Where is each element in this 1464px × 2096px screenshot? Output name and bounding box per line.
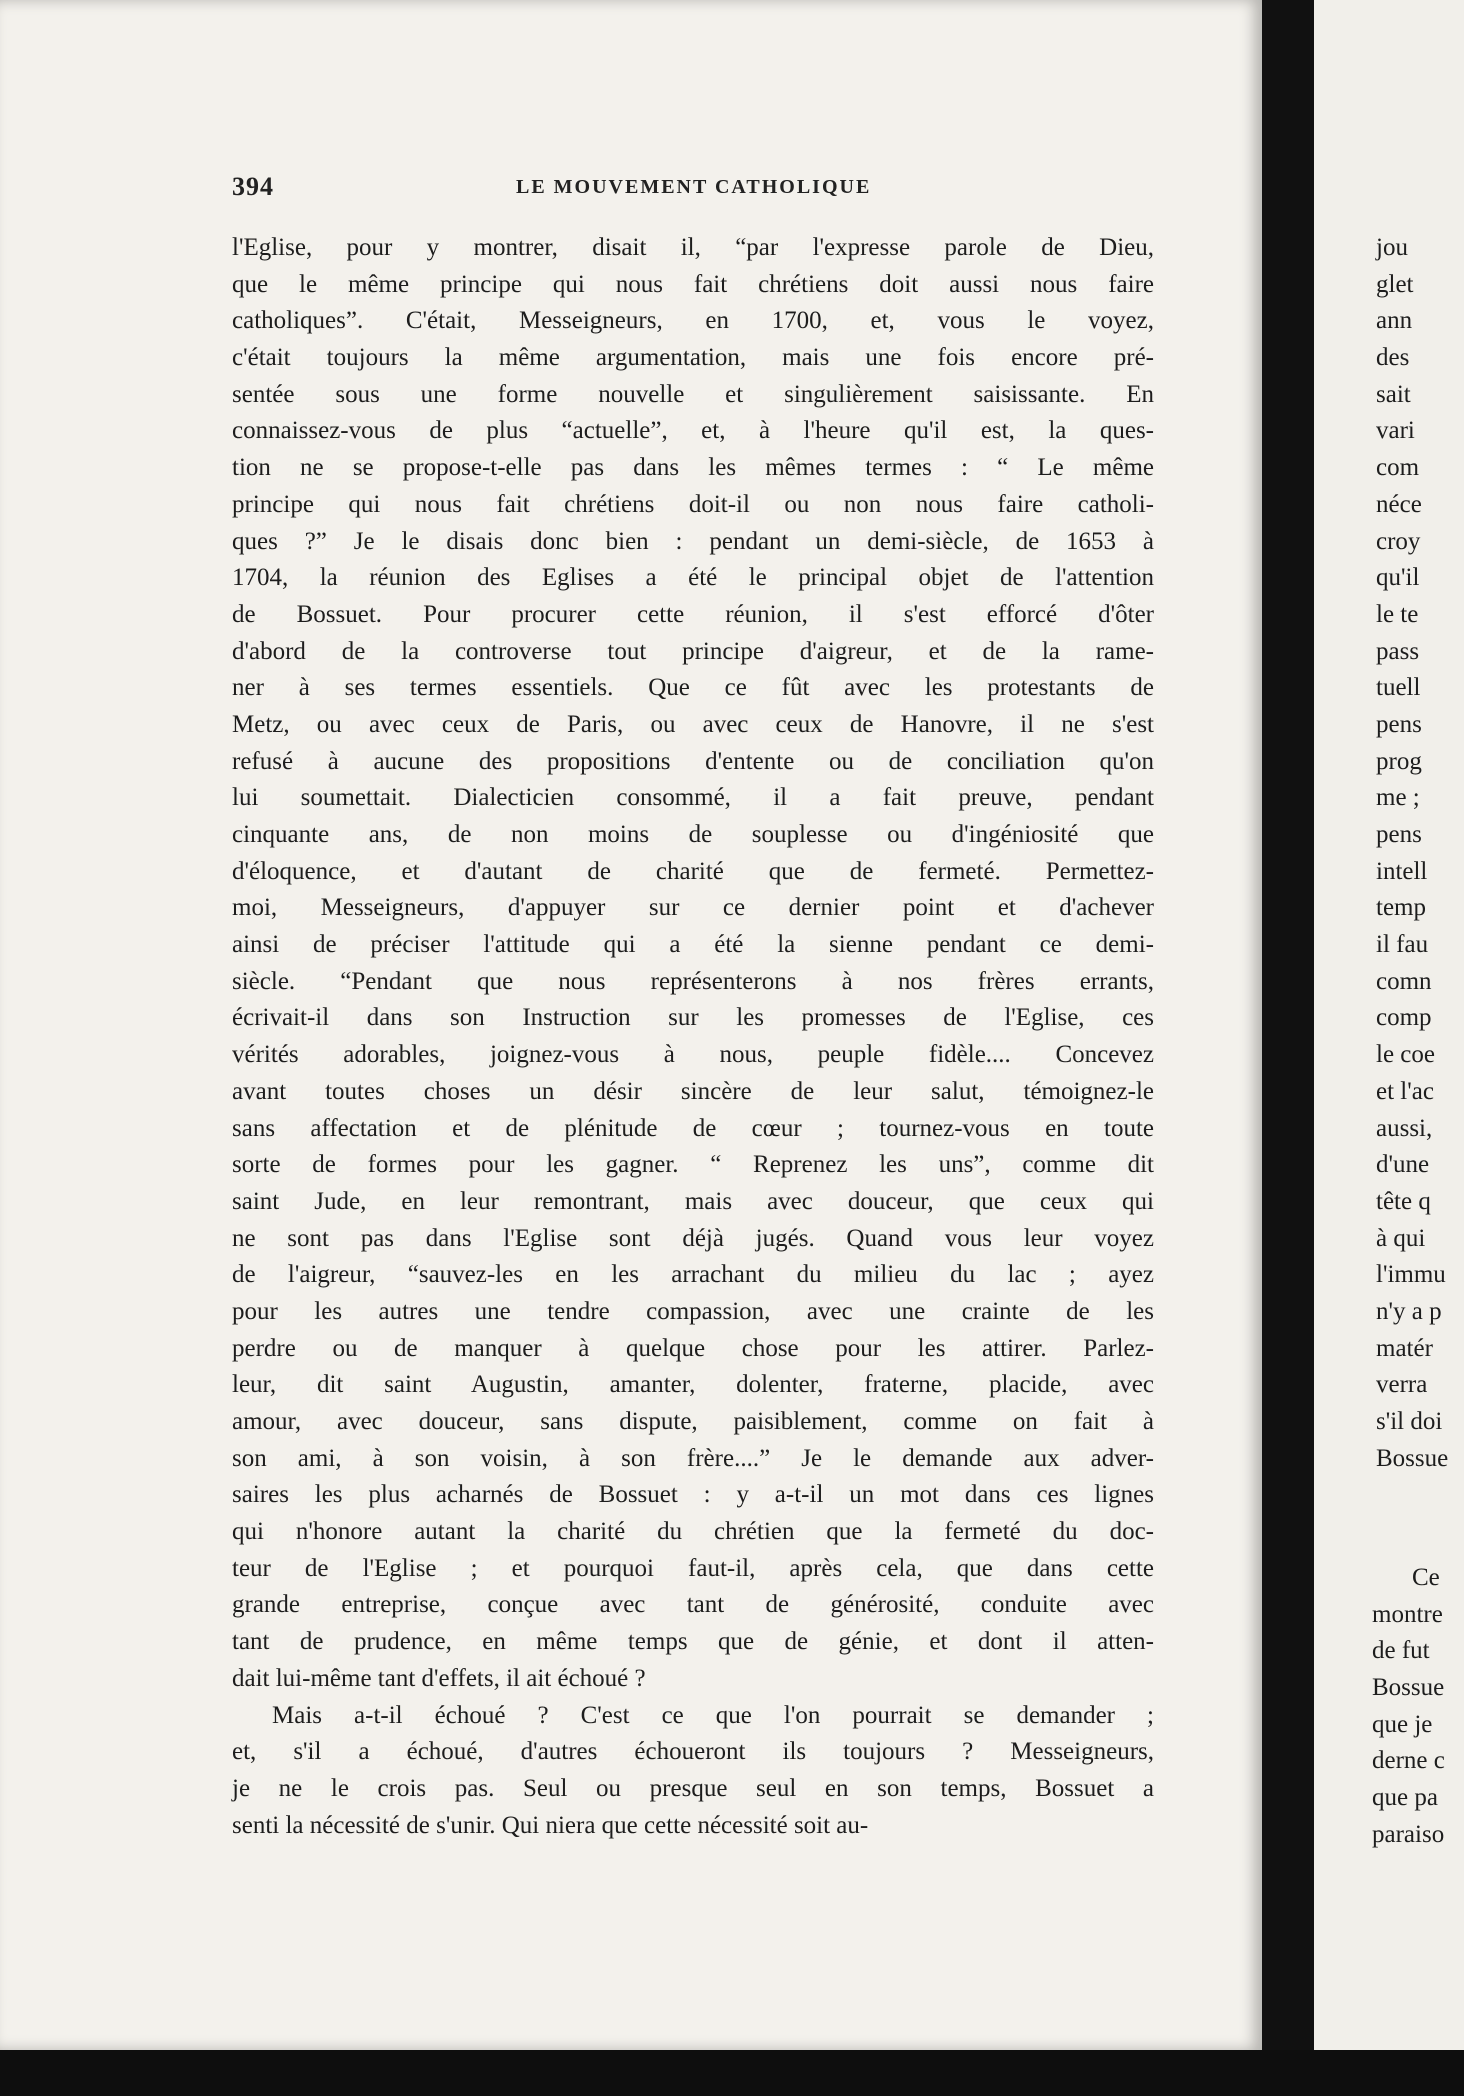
text-line: teur de l'Eglise ; et pourquoi faut-il, après cela, que dans cette: [232, 1554, 1154, 1582]
text-line: ques ?” Je le disais donc bien : pendant un demi-siècle, de 1653 à: [232, 527, 1154, 555]
right-text-line: croy: [1376, 527, 1421, 555]
right-text-line: à qui: [1376, 1224, 1426, 1252]
right-text-line: paraiso: [1372, 1820, 1445, 1848]
right-text-line: tuell: [1376, 674, 1421, 702]
right-text-line: comn: [1376, 967, 1432, 995]
text-line: l'Eglise, pour y montrer, disait il, “par l'expresse parole de Dieu,: [232, 234, 1154, 261]
right-text-line: Ce: [1412, 1564, 1440, 1591]
text-line: sans affectation et de plénitude de cœur ; tournez-vous en toute: [232, 1114, 1154, 1142]
text-line: Metz, ou avec ceux de Paris, ou avec ceux de Hanovre, il ne s'est: [232, 710, 1154, 738]
right-text-line: prog: [1376, 747, 1422, 775]
right-text-line: jou: [1376, 234, 1408, 261]
right-text-line: d'une: [1376, 1151, 1430, 1179]
text-line: tion ne se propose-t-elle pas dans les mêmes termes : “ Le même: [232, 454, 1154, 482]
text-line: son ami, à son voisin, à son frère....” Je le demande aux adver-: [232, 1444, 1154, 1472]
text-line: que le même principe qui nous fait chrétiens doit aussi nous faire: [232, 270, 1154, 298]
right-text-line: pass: [1376, 637, 1420, 665]
scanner-edge: [1262, 0, 1314, 2096]
text-line: écrivait-il dans son Instruction sur les promesses de l'Eglise, ces: [232, 1004, 1154, 1032]
right-text-line: glet: [1376, 270, 1414, 298]
right-text-line: de fut: [1372, 1637, 1430, 1665]
text-line: d'abord de la controverse tout principe d'aigreur, et de la rame-: [232, 637, 1154, 665]
right-text-line: et l'ac: [1376, 1077, 1434, 1105]
right-text-line: que pa: [1372, 1784, 1438, 1812]
right-text-line: pens: [1376, 710, 1422, 738]
text-line: de Bossuet. Pour procurer cette réunion, il s'est efforcé d'ôter: [232, 600, 1154, 628]
text-line: lui soumettait. Dialecticien consommé, il a fait preuve, pendant: [232, 784, 1154, 812]
page-header: [232, 172, 1152, 212]
text-line: et, s'il a échoué, d'autres échoueront ils toujours ? Messeigneurs,: [232, 1738, 1154, 1766]
right-text-line: aussi,: [1376, 1114, 1433, 1142]
right-text-line: tête q: [1376, 1187, 1431, 1215]
right-text-line: comp: [1376, 1004, 1432, 1032]
right-text-line: vari: [1376, 417, 1415, 445]
right-text-line: temp: [1376, 894, 1426, 922]
page-number: 394: [232, 172, 274, 201]
text-line: je ne le crois pas. Seul ou presque seul en son temps, Bossuet a: [232, 1774, 1154, 1802]
text-line: catholiques”. C'était, Messeigneurs, en 1700, et, vous le voyez,: [232, 307, 1154, 335]
right-page-text-bottom: [1372, 1560, 1464, 1854]
running-title: LE MOUVEMENT CATHOLIQUE: [516, 176, 872, 198]
right-text-line: me ;: [1376, 784, 1420, 812]
right-text-line: verra: [1376, 1371, 1428, 1399]
right-text-line: Bossue: [1372, 1674, 1445, 1702]
text-line: Mais a-t-il échoué ? C'est ce que l'on pourrait se demander ;: [272, 1701, 1154, 1729]
text-line: dait lui-même tant d'effets, il ait échoué ?: [232, 1664, 646, 1692]
right-page: [1314, 0, 1464, 2050]
right-text-line: le coe: [1376, 1041, 1435, 1069]
text-line: senti la nécessité de s'unir. Qui niera que cette nécessité soit au-: [232, 1811, 869, 1839]
right-text-line: des: [1376, 344, 1410, 372]
right-text-line: il fau: [1376, 931, 1429, 959]
right-text-line: que je: [1372, 1710, 1433, 1738]
right-text-line: derne c: [1372, 1747, 1445, 1775]
text-line: sorte de formes pour les gagner. “ Reprenez les uns”, comme dit: [232, 1151, 1154, 1179]
right-text-line: ann: [1376, 307, 1413, 335]
text-line: ne sont pas dans l'Eglise sont déjà jugés. Quand vous leur voyez: [232, 1224, 1154, 1252]
text-line: qui n'honore autant la charité du chrétien que la fermeté du doc-: [232, 1518, 1154, 1546]
text-line: c'était toujours la même argumentation, mais une fois encore pré-: [232, 344, 1154, 372]
text-line: leur, dit saint Augustin, amanter, dolenter, fraterne, placide, avec: [232, 1371, 1154, 1399]
text-line: cinquante ans, de non moins de souplesse ou d'ingéniosité que: [232, 821, 1154, 848]
text-line: amour, avec douceur, sans dispute, paisiblement, comme on fait à: [232, 1408, 1154, 1435]
text-line: perdre ou de manquer à quelque chose pour les attirer. Parlez-: [232, 1334, 1154, 1362]
right-text-line: matér: [1376, 1334, 1433, 1362]
text-line: vérités adorables, joignez-vous à nous, peuple fidèle.... Concevez: [232, 1041, 1154, 1069]
right-text-line: com: [1376, 454, 1420, 482]
right-text-line: pens: [1376, 821, 1422, 848]
text-line: d'éloquence, et d'autant de charité que de fermeté. Permettez-: [232, 857, 1154, 885]
body-text: [232, 230, 1154, 1844]
right-text-line: sait: [1376, 380, 1411, 408]
right-text-line: l'immu: [1376, 1261, 1446, 1289]
right-text-line: intell: [1376, 857, 1428, 885]
right-text-line: s'il doi: [1376, 1408, 1443, 1435]
right-text-line: montre: [1372, 1600, 1443, 1628]
text-line: saint Jude, en leur remontrant, mais avec douceur, que ceux qui: [232, 1187, 1154, 1215]
text-line: sentée sous une forme nouvelle et singulièrement saisissante. En: [232, 380, 1154, 408]
right-text-line: qu'il: [1376, 564, 1420, 592]
right-text-line: néce: [1376, 490, 1422, 518]
text-line: principe qui nous fait chrétiens doit-il ou non nous faire catholi-: [232, 490, 1154, 518]
text-line: saires les plus acharnés de Bossuet : y a-t-il un mot dans ces lignes: [232, 1481, 1154, 1509]
right-page-text-top: [1376, 230, 1464, 1477]
right-text-line: n'y a p: [1376, 1297, 1442, 1325]
text-line: ainsi de préciser l'attitude qui a été la sienne pendant ce demi-: [232, 931, 1154, 959]
text-line: de l'aigreur, “sauvez-les en les arrachant du milieu du lac ; ayez: [232, 1261, 1154, 1289]
text-line: refusé à aucune des propositions d'entente ou de conciliation qu'on: [232, 747, 1154, 775]
text-line: tant de prudence, en même temps que de génie, et dont il atten-: [232, 1628, 1154, 1656]
text-line: siècle. “Pendant que nous représenterons à nos frères errants,: [232, 967, 1154, 995]
right-text-line: Bossue: [1376, 1444, 1449, 1472]
text-line: moi, Messeigneurs, d'appuyer sur ce dernier point et d'achever: [232, 894, 1154, 922]
right-text-line: le te: [1376, 600, 1419, 628]
scanner-bottom-edge: [0, 2050, 1464, 2096]
text-line: pour les autres une tendre compassion, avec une crainte de les: [232, 1297, 1154, 1325]
text-line: connaissez-vous de plus “actuelle”, et, à l'heure qu'il est, la ques-: [232, 417, 1154, 445]
text-line: ner à ses termes essentiels. Que ce fût avec les protestants de: [232, 674, 1154, 702]
text-line: 1704, la réunion des Eglises a été le principal objet de l'attention: [232, 564, 1154, 592]
text-line: avant toutes choses un désir sincère de leur salut, témoignez-le: [232, 1077, 1154, 1105]
text-line: grande entreprise, conçue avec tant de générosité, conduite avec: [232, 1591, 1154, 1619]
